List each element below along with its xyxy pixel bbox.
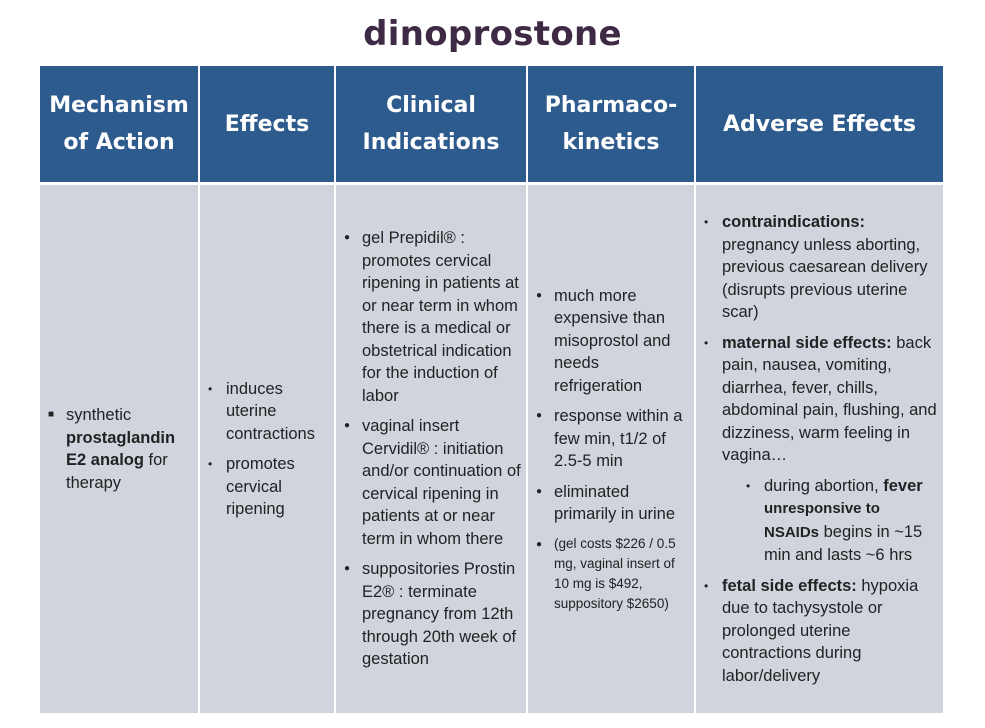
list-item: ● eliminated primarily in urine (536, 482, 676, 523)
bullet-icon: • (208, 457, 213, 471)
bullet-icon: ● (536, 485, 543, 497)
bullet-icon: ● (344, 232, 351, 244)
bullet-icon: ■ (48, 409, 55, 420)
list-item: ■ synthetic prostaglandin E2 analog for therapy (48, 406, 176, 492)
header-effects: Effects (199, 66, 335, 184)
bullet-icon: • (208, 381, 213, 396)
bullet-icon: • (746, 478, 751, 493)
list-item: • promotes cervical ripening (208, 455, 295, 518)
list-item: • maternal side effects: back pain, nausea, vomiting, diarrhea, fever, chills, abdominal pain, flushing, and dizziness, warm feeling in vagina… • during abortion, fever unresponsive to NSAIDs begins in ~15 min and lasts ~6 hrs (696, 332, 939, 567)
header-pk: Pharmaco- kinetics (527, 66, 695, 184)
header-mechanism: Mechanism of Action (40, 66, 199, 184)
cell-clinical (335, 184, 527, 714)
content-row (40, 184, 943, 714)
bullet-icon: ● (536, 410, 543, 421)
bullet-icon: • (704, 215, 709, 229)
cell-mechanism (40, 184, 199, 714)
drug-table (40, 66, 943, 713)
bullet-icon: ● (344, 563, 351, 575)
bullet-icon: • (704, 578, 709, 593)
list-item: ● (gel costs $226 / 0.5 mg, vaginal insert of 10 mg is $492, suppository $2650) (536, 535, 676, 611)
cell-pk (527, 184, 695, 714)
bullet-icon: ● (536, 289, 543, 301)
slide-title: dinoprostone (363, 14, 622, 54)
bullet-icon: ● (344, 420, 351, 432)
header-clinical: Clinical Indications (335, 66, 527, 184)
header-row (40, 66, 943, 184)
list-item: • induces uterine contractions (208, 379, 315, 443)
list-item: ● suppositories Prostin E2® : terminate pregnancy from 12th through 20th week of gestation (344, 560, 517, 669)
cell-effects (199, 184, 335, 714)
bullet-icon: ● (536, 538, 543, 550)
list-item: • contraindications: pregnancy unless aborting, previous caesarean delivery (disrupts previous uterine scar) (704, 213, 928, 321)
list-item: ● response within a few min, t1/2 of 2.5-5 min (536, 407, 683, 470)
header-adverse: Adverse Effects (695, 66, 943, 184)
cell-adverse (695, 184, 943, 714)
list-item: • fetal side effects: hypoxia due to tachysystole or prolonged uterine contractions during labor/delivery (704, 576, 919, 685)
list-item: • during abortion, fever unresponsive to NSAIDs begins in ~15 min and lasts ~6 hrs (746, 476, 923, 564)
list-item: ● gel Prepidil® : promotes cervical ripening in patients at or near term in whom there is a medical or obstetrical indication for the induction of labor (344, 229, 519, 405)
list-item: ● vaginal insert Cervidil® : initiation and/or continuation of cervical ripening in patients at or near term in whom there (344, 417, 521, 548)
list-item: ● much more expensive than misoprostol and needs refrigeration (536, 286, 671, 395)
bullet-icon: • (704, 335, 709, 350)
